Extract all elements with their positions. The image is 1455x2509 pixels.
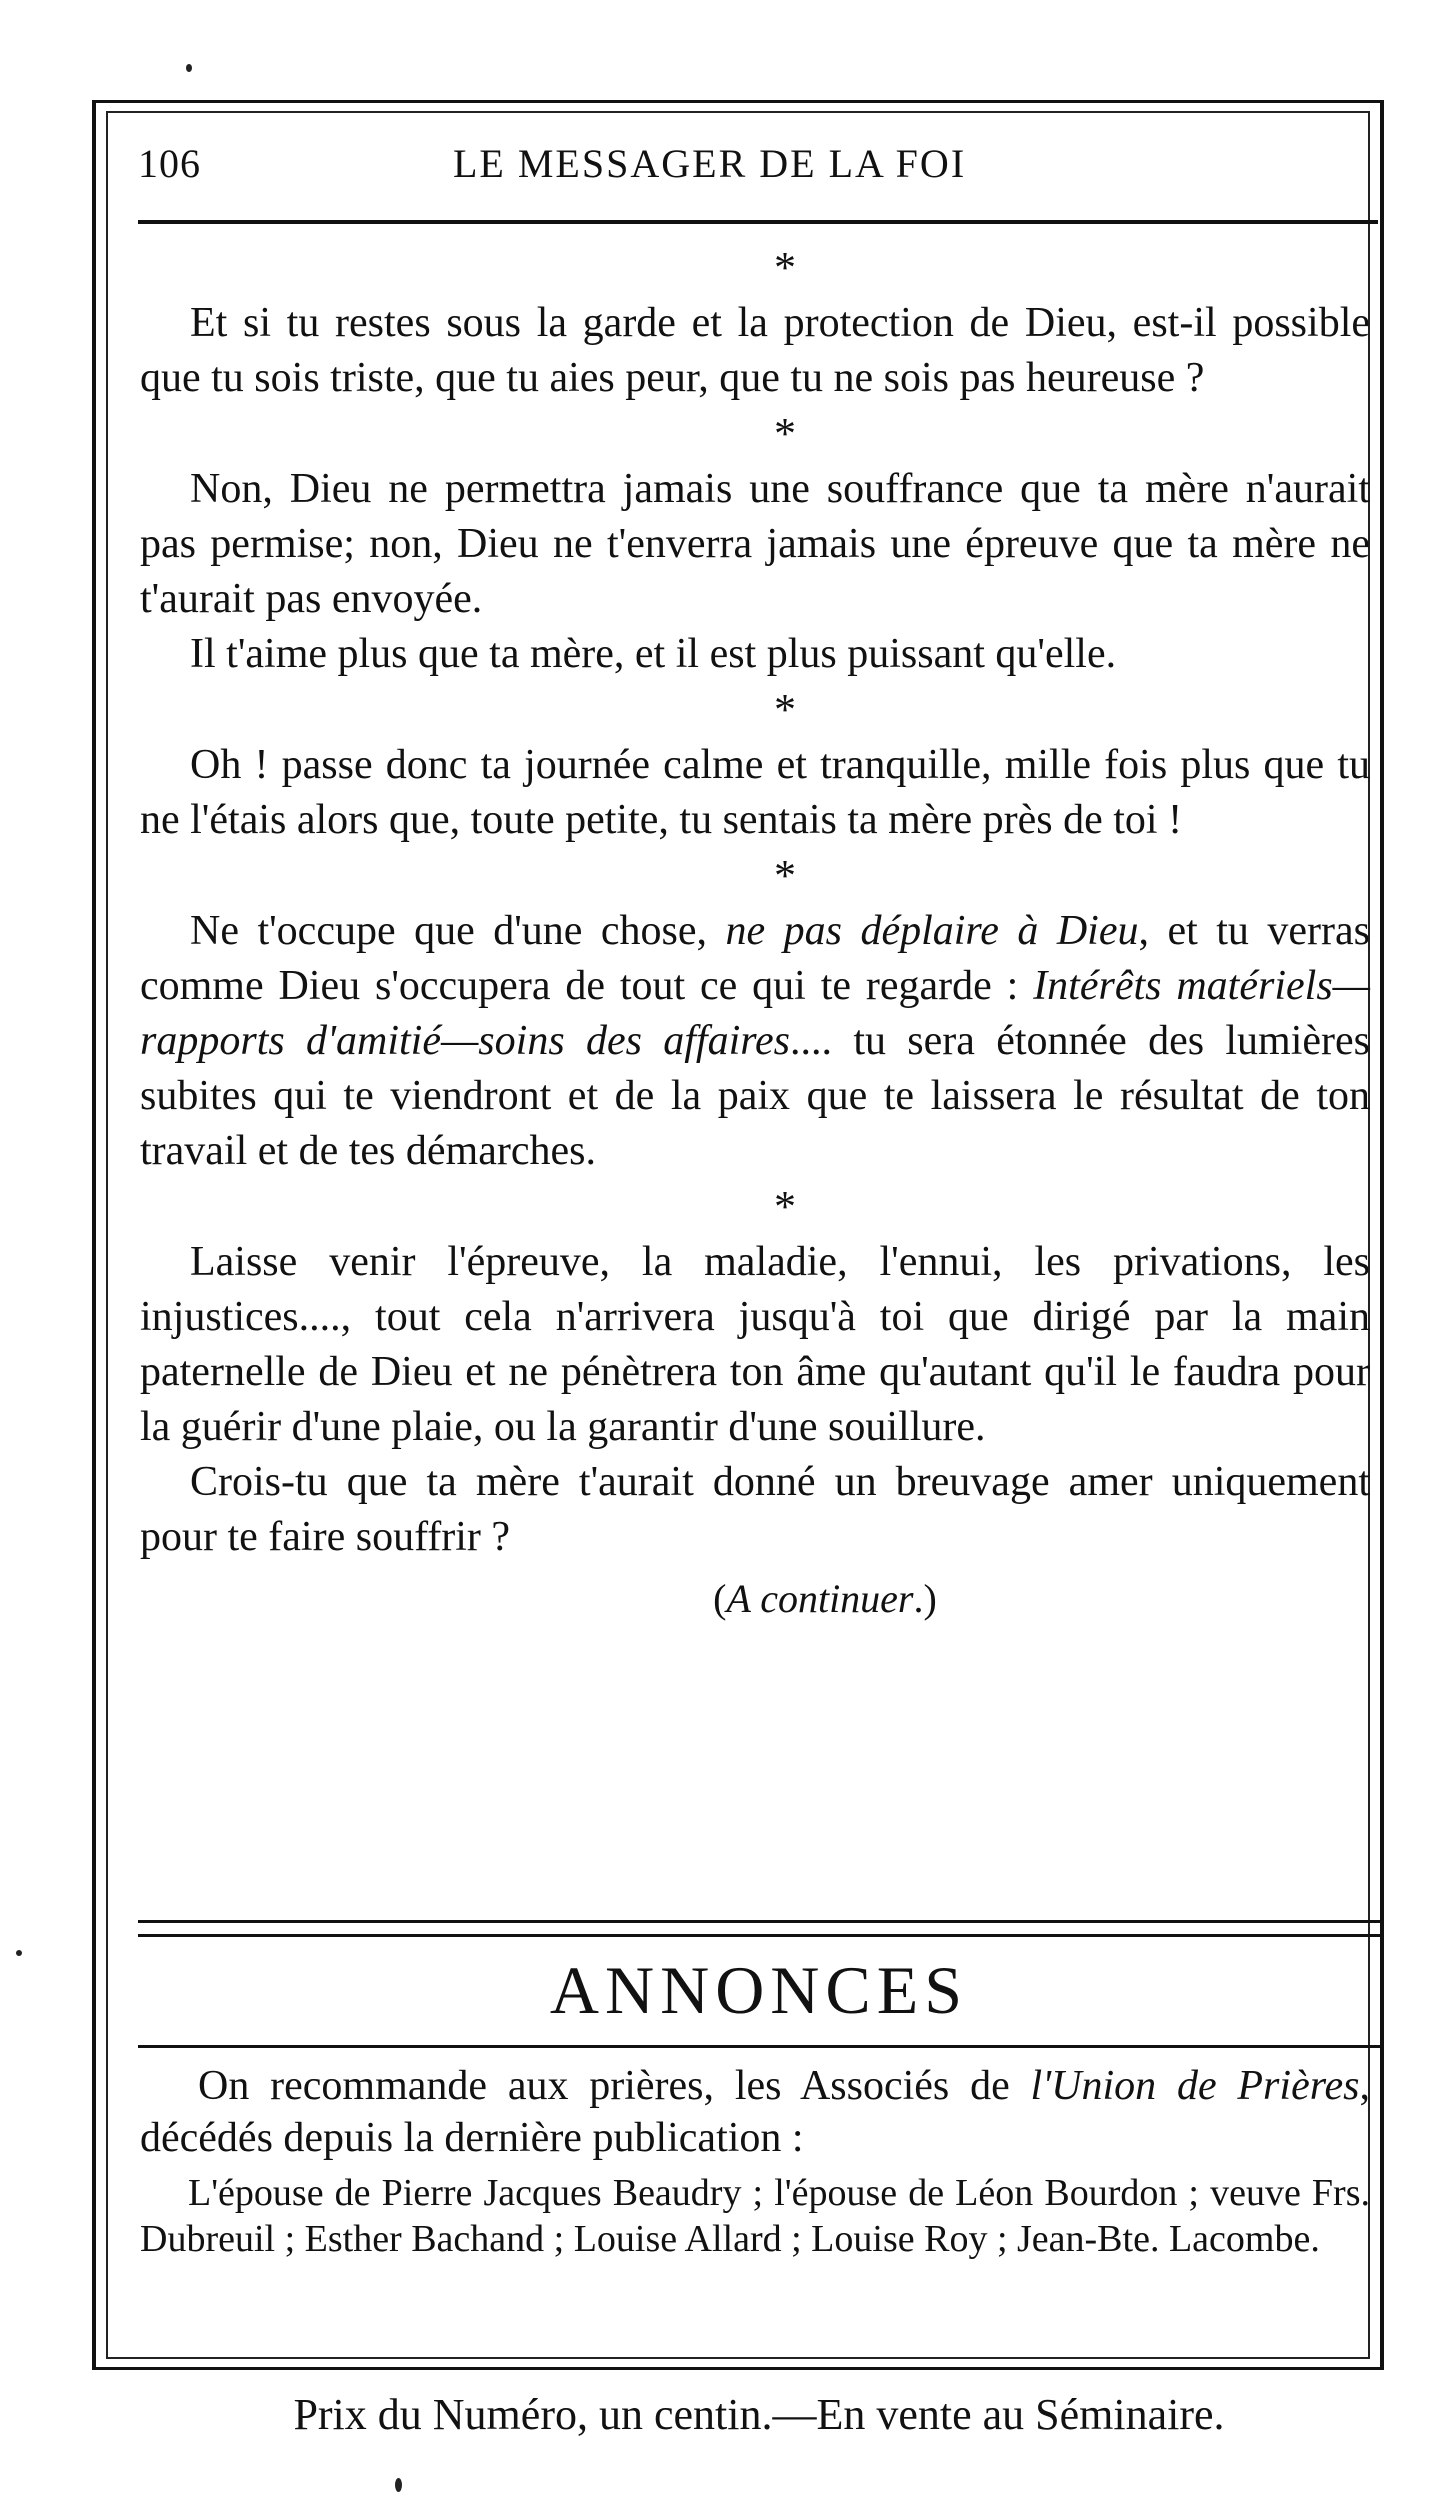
continuation-note [280,1571,1370,1626]
section-rule-top [138,1920,1380,1923]
article-body [140,240,1370,1626]
page-header [138,140,1373,200]
continuation-close: .) [913,1576,937,1621]
continuation-open: ( [713,1576,727,1621]
page-number: 106 [138,141,201,186]
paragraph-4: Oh ! passe donc ta journée calme et tranquille, mille fois plus que tu ne l'étais alors que, toute petite, tu sentais ta mère près de toi ! [140,742,1370,843]
separator-star: * [774,243,796,292]
paragraph-7: Crois-tu que ta mère t'aurait donné un breuvage amer uniquement pour te faire souffrir ? [140,1459,1370,1560]
separator-star: * [774,685,796,734]
paragraph-2: Non, Dieu ne permettra jamais une souffrance que ta mère n'aurait pas permise; non, Dieu ne t'enverra jamais une épreuve que ta mère ne t'aurait pas envoyée. [140,466,1370,622]
price-footer: Prix du Numéro, un centin.—En vente au Séminaire. [293,2390,1225,2439]
annonces-rule [138,2045,1380,2048]
paragraph-5-italic-1: ne pas déplaire à Dieu [725,908,1139,954]
separator-star: * [774,851,796,900]
paragraph-5-text-b: , et tu verras comme Dieu s'occupera de tout ce qui te regarde : [140,908,1370,1009]
annonces-lead-a: On recommande aux prières, les Associés de [198,2063,1031,2109]
header-rule [138,220,1378,224]
separator-star: * [774,1182,796,1231]
annonces-lead-italic: l'Union de Prières [1030,2063,1360,2109]
continuation-text: A continuer [726,1576,914,1621]
paragraph-6: Laisse venir l'épreuve, la maladie, l'ennui, les privations, les injustices...., tout cela n'arrivera jusqu'à toi que dirigé par la main paternelle de Dieu et ne pénètrera ton âme qu'autant qu'il le faudra pour la guérir d'une plaie, ou la garantir d'une souillure. [140,1239,1370,1450]
paragraph-5-text-a: Ne t'occupe que d'une chose, [190,908,726,954]
annonces-lead [140,2060,1370,2164]
ink-speck [16,1950,22,1956]
paragraph-5-italic-2: Intérêts matériels—rapports d'amitié—soins des affaires [140,963,1371,1064]
paragraph-1: Et si tu restes sous la garde et la protection de Dieu, est-il possible que tu sois triste, que tu aies peur, que tu ne sois pas heureuse ? [140,300,1370,401]
section-rule-bottom [138,1934,1380,1937]
paragraph-3: Il t'aime plus que ta mère, et il est plus puissant qu'elle. [190,631,1117,677]
ink-speck [395,2478,402,2492]
annonces-section [140,2060,1370,2262]
deceased-list: L'épouse de Pierre Jacques Beaudry ; l'épouse de Léon Bourdon ; veuve Frs. Dubreuil ; Esther Bachand ; Louise Allard ; Louise Roy ; Jean-Bte. Lacombe. [140,2172,1370,2260]
annonces-lead-b: , décédés depuis la dernière publication : [140,2063,1370,2161]
running-title: LE MESSAGER DE LA FOI [453,141,967,186]
paragraph-5-text-c: .... tu sera étonnée des lumières subites qui te viendront et de la paix que te laissera le résultat de ton travail et de tes démarches. [140,1018,1370,1174]
paragraph-5 [140,904,1370,1179]
annonces-title: ANNONCES [549,1952,969,2028]
ink-speck [186,64,192,72]
separator-star: * [774,409,796,458]
